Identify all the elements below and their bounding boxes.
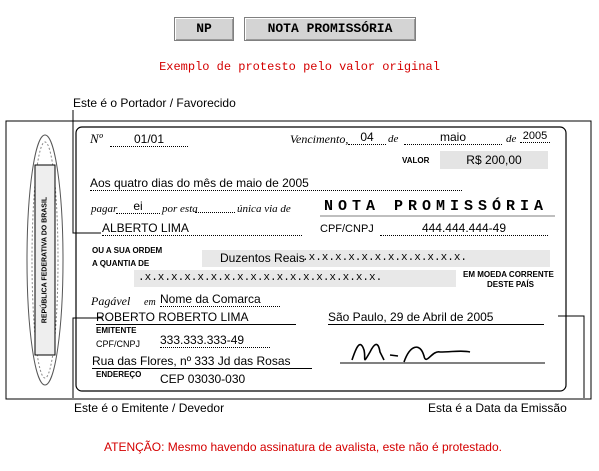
amount-fill-field xyxy=(134,270,456,287)
venc-year: 2005 xyxy=(520,130,550,143)
issuer-address: Rua das Flores, nº 333 Jd das Rosas xyxy=(92,354,312,369)
pagavel-value: Nome da Comarca xyxy=(160,292,280,307)
valor-field: R$ 200,00 xyxy=(440,151,548,169)
payee-cpf-label: CPF/CNPJ xyxy=(320,223,374,235)
stub-seal xyxy=(35,165,55,355)
emitente-annotation: Este é o Emitente / Devedor xyxy=(74,401,225,415)
emission-place-date: São Paulo, 29 de Abril de 2005 xyxy=(328,310,544,325)
unica-via-label: única via de xyxy=(237,203,291,215)
data-emissao-annotation: Esta é a Data da Emissão xyxy=(428,401,567,415)
stub-text: REPÚBLICA FEDERATIVA DO BRASIL xyxy=(41,196,49,324)
pagar-value: ei xyxy=(116,199,160,214)
note-number: 01/01 xyxy=(110,132,188,147)
venc-day: 04 xyxy=(348,130,386,145)
endereco-label: ENDEREÇO xyxy=(96,370,142,379)
payee-name: ALBERTO LIMA xyxy=(102,221,302,236)
warning-text: ATENÇÃO: Mesmo havendo assinatura de avalista, este não é protestado. xyxy=(104,440,502,454)
por-esta-label: por esta xyxy=(162,203,198,215)
emitente-label: EMITENTE xyxy=(96,326,137,335)
issuer-cep: CEP 03030-030 xyxy=(160,372,246,386)
por-esta-line xyxy=(195,212,235,213)
ordem-label-2: A QUANTIA DE xyxy=(92,259,150,268)
signature xyxy=(350,335,470,365)
nota-promissoria-title: NOTA PROMISSÓRIA xyxy=(324,198,549,215)
valor-label: VALOR xyxy=(402,156,430,165)
amount-words: Duzentos Reais xyxy=(220,251,305,265)
vencimento-label: Vencimento, xyxy=(290,132,349,146)
number-label: Nº xyxy=(90,131,103,146)
ordem-label-1: OU A SUA ORDEM xyxy=(92,246,163,255)
issuer-name: ROBERTO ROBERTO LIMA xyxy=(96,310,296,325)
nota-promissoria-button[interactable]: NOTA PROMISSÓRIA xyxy=(244,17,416,41)
em-label: em xyxy=(144,297,156,308)
issue-date-text: Aos quatro dias do mês de maio de 2005 xyxy=(90,176,462,191)
venc-month: maio xyxy=(404,130,502,145)
amount-words-field xyxy=(202,250,550,267)
de-label-1: de xyxy=(388,133,399,145)
issuer-cpf-label: CPF/CNPJ xyxy=(96,339,141,349)
moeda-label-1: EM MOEDA CORRENTE xyxy=(463,270,554,279)
np-button[interactable]: NP xyxy=(174,17,234,41)
pagar-label: pagar xyxy=(91,203,118,215)
pagavel-label: Pagável xyxy=(91,294,131,308)
x-fill-2: .x.x.x.x.x.x.x.x.x.x.x.x.x.x.x.x.x.x. xyxy=(138,272,383,284)
x-fill-1: .x.x.x.x.x.x.x.x.x.x.x.x. xyxy=(302,252,468,264)
portador-annotation: Este é o Portador / Favorecido xyxy=(73,96,236,110)
payee-cpf: 444.444.444-49 xyxy=(380,221,548,236)
de-label-2: de xyxy=(506,133,517,145)
issuer-cpf: 333.333.333-49 xyxy=(160,333,270,348)
moeda-label-2: DESTE PAÍS xyxy=(487,280,534,289)
subtitle: Exemplo de protesto pelo valor original xyxy=(159,60,440,74)
